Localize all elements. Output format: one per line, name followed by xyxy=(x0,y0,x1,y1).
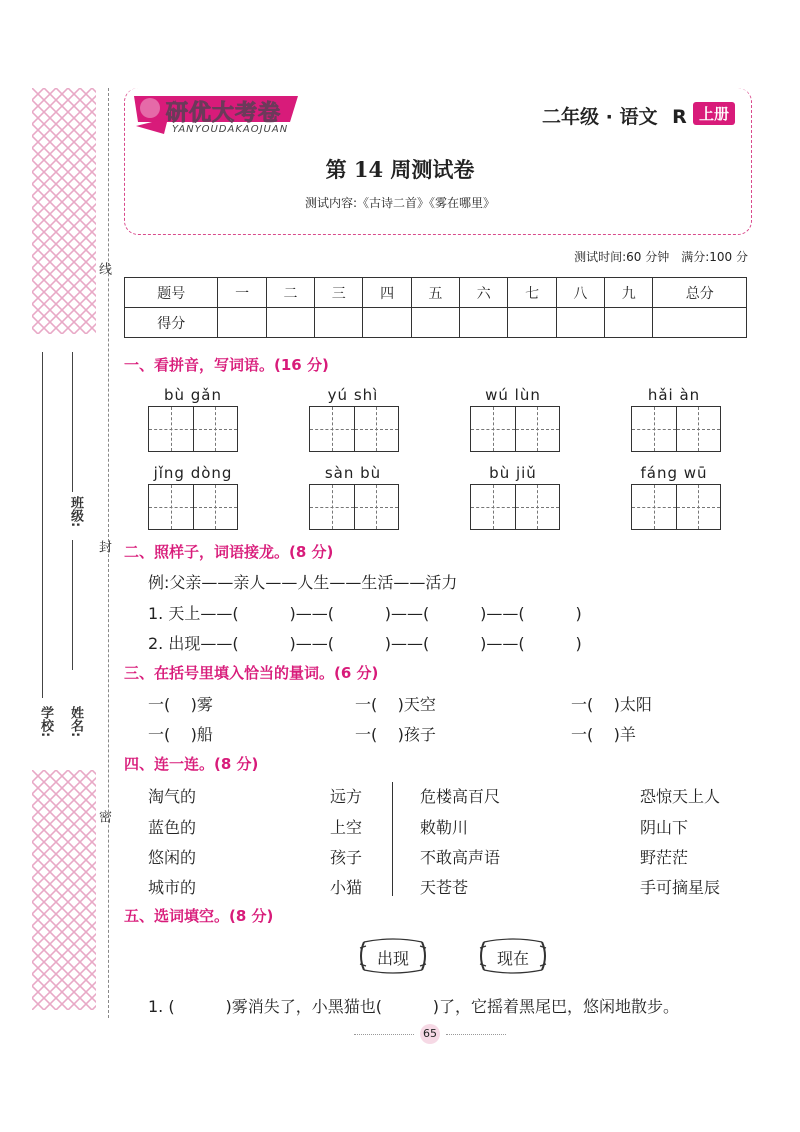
section-3-title: 三、在括号里填入恰当的量词。(6 分) xyxy=(124,664,379,682)
pinyin-label: bù jiǔ xyxy=(489,464,537,482)
match-item[interactable]: 淘气的 xyxy=(148,787,197,806)
school-line xyxy=(42,352,43,698)
match-item[interactable]: 小猫 xyxy=(330,878,363,897)
score-header-cell: 九 xyxy=(605,278,653,308)
pinyin-label: wú lùn xyxy=(485,386,541,404)
binding-mark-line: 线 xyxy=(96,262,111,275)
score-header-cell: 八 xyxy=(556,278,604,308)
school-label: 学校: xyxy=(38,706,53,738)
writing-grid[interactable] xyxy=(309,484,399,530)
measure-word-item[interactable]: 一( )羊 xyxy=(571,725,636,744)
score-cell[interactable] xyxy=(218,308,266,338)
writing-grid[interactable] xyxy=(470,484,560,530)
score-table-row xyxy=(125,308,747,338)
volume-badge: 上册 xyxy=(693,102,735,125)
score-cell[interactable] xyxy=(508,308,556,338)
match-item[interactable]: 阴山下 xyxy=(640,818,689,837)
writing-grid[interactable] xyxy=(631,406,721,452)
section-5-title: 五、选词填空。(8 分) xyxy=(124,907,274,925)
example-line: 例:父亲——亲人——人生——生活——活力 xyxy=(148,573,458,592)
match-item[interactable]: 敕勒川 xyxy=(420,818,469,837)
binding-mark-seal: 封 xyxy=(96,540,111,553)
footer-rule-left xyxy=(354,1034,414,1035)
score-header-cell: 题号 xyxy=(125,278,218,308)
writing-grid[interactable] xyxy=(148,484,238,530)
page-number: 65 xyxy=(420,1024,440,1044)
measure-word-item[interactable]: 一( )孩子 xyxy=(355,725,436,744)
pinyin-label: bù gǎn xyxy=(163,386,223,404)
question-line[interactable]: 1. ( )雾消失了，小黑猫也( )了，它摇着黑尾巴，悠闲地散步。 xyxy=(148,997,680,1016)
writing-grid[interactable] xyxy=(148,406,238,452)
section-1-title: 一、看拼音，写词语。(16 分) xyxy=(124,356,329,374)
match-item[interactable]: 恐惊天上人 xyxy=(640,787,721,806)
measure-word-item[interactable]: 一( )太阳 xyxy=(571,695,652,714)
score-header-cell: 七 xyxy=(508,278,556,308)
word-choice-box xyxy=(476,936,550,976)
name-label: 姓名: xyxy=(68,706,83,738)
score-cell[interactable] xyxy=(315,308,363,338)
measure-word-item[interactable]: 一( )天空 xyxy=(355,695,436,714)
score-table xyxy=(124,277,747,338)
edition-mark: R xyxy=(672,106,687,128)
footer-rule-right xyxy=(446,1034,506,1035)
binding-line xyxy=(108,88,109,1018)
word-choice-1: 出现 xyxy=(376,949,409,968)
match-item[interactable]: 手可摘星辰 xyxy=(640,878,721,897)
word-choice-box xyxy=(356,936,430,976)
decorative-lattice-top xyxy=(32,88,96,334)
test-content: 测试内容:《古诗二首》《雾在哪里》 xyxy=(304,196,496,210)
section-2-title: 二、照样子，词语接龙。(8 分) xyxy=(124,543,334,561)
section-4-title: 四、连一连。(8 分) xyxy=(124,755,259,773)
match-item[interactable]: 天苍苍 xyxy=(420,878,469,897)
word-choice-2: 现在 xyxy=(496,949,529,968)
time-and-score-info: 测试时间:60 分钟 满分:100 分 xyxy=(574,250,748,264)
score-cell[interactable] xyxy=(556,308,604,338)
grade-subject-text: 二年级 · 语文 xyxy=(542,106,658,128)
measure-word-item[interactable]: 一( )船 xyxy=(148,725,213,744)
pinyin-label: hǎi àn xyxy=(647,386,701,404)
class-label: 班级: xyxy=(68,496,83,528)
score-header-cell: 四 xyxy=(363,278,411,308)
pinyin-label: fáng wū xyxy=(640,464,708,482)
score-cell[interactable] xyxy=(460,308,508,338)
binding-mark-secret: 密 xyxy=(96,810,111,823)
score-cell[interactable] xyxy=(266,308,314,338)
match-item[interactable]: 孩子 xyxy=(330,848,363,867)
match-item[interactable]: 悠闲的 xyxy=(148,848,197,867)
pinyin-label: sàn bù xyxy=(324,464,382,482)
score-header-cell: 一 xyxy=(218,278,266,308)
pinyin-label: jǐng dòng xyxy=(153,464,233,482)
score-header-cell: 五 xyxy=(411,278,459,308)
measure-word-item[interactable]: 一( )雾 xyxy=(148,695,213,714)
writing-grid[interactable] xyxy=(631,484,721,530)
match-item[interactable]: 远方 xyxy=(330,787,363,806)
match-item[interactable]: 上空 xyxy=(330,818,363,837)
score-cell[interactable] xyxy=(605,308,653,338)
match-item[interactable]: 城市的 xyxy=(148,878,197,897)
score-header-cell: 三 xyxy=(315,278,363,308)
class-line-lower xyxy=(72,540,73,670)
writing-grid[interactable] xyxy=(470,406,560,452)
score-table-header-row xyxy=(125,278,747,308)
pinyin-label: yú shì xyxy=(327,386,379,404)
match-item[interactable]: 野茫茫 xyxy=(640,848,689,867)
score-cell[interactable] xyxy=(411,308,459,338)
match-item[interactable]: 蓝色的 xyxy=(148,818,197,837)
match-item[interactable]: 不敢高声语 xyxy=(420,848,501,867)
score-row-label: 得分 xyxy=(125,308,218,338)
logo-subtitle: YANYOUDAKAOJUAN xyxy=(172,124,289,135)
decorative-lattice-bottom xyxy=(32,770,96,1010)
page-title: 第 14 周测试卷 xyxy=(325,157,475,182)
grade-subject xyxy=(542,102,687,129)
score-header-cell: 二 xyxy=(266,278,314,308)
class-line xyxy=(72,352,73,492)
column-divider xyxy=(392,782,393,896)
match-item[interactable]: 危楼高百尺 xyxy=(420,787,501,806)
question-line[interactable]: 1. 天上——( )——( )——( )——( ) xyxy=(148,604,582,623)
score-header-cell: 六 xyxy=(460,278,508,308)
writing-grid[interactable] xyxy=(309,406,399,452)
logo-text: 研优大考卷 xyxy=(166,101,282,126)
score-cell[interactable] xyxy=(363,308,411,338)
score-header-cell: 总分 xyxy=(653,278,747,308)
score-cell[interactable] xyxy=(653,308,747,338)
question-line[interactable]: 2. 出现——( )——( )——( )——( ) xyxy=(148,634,582,653)
